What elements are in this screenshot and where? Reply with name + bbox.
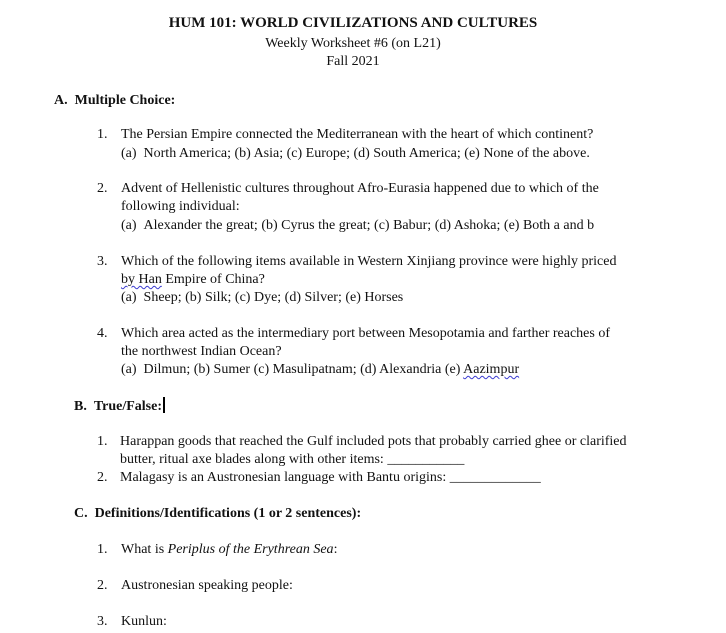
section-b-heading: [74, 397, 165, 416]
a-q4-text-line1: Which area acted as the intermediary port between Mesopotamia and farther reaches of: [121, 326, 610, 341]
course-title: HUM 101: WORLD CIVILIZATIONS AND CULTURES: [168, 15, 538, 31]
a-q2-text-line1: Advent of Hellenistic cultures throughout Afro-Eurasia happened due to which of the: [121, 181, 599, 196]
c-q1-text-post: :: [333, 542, 338, 557]
c-q2-number: 2.: [97, 578, 108, 593]
a-q4-text-line2: the northwest Indian Ocean?: [121, 344, 282, 359]
c-q1-text-pre: What is: [121, 542, 168, 557]
a-q4-number: 4.: [97, 326, 108, 341]
a-q3-text-line2: [121, 271, 265, 289]
b-q2-number: 2.: [97, 470, 108, 485]
section-a-heading: A. Multiple Choice:: [54, 93, 176, 108]
b-q1-number: 1.: [97, 434, 108, 449]
a-q1-options: (a) North America; (b) Asia; (c) Europe; (d) South America; (e) None of the above.: [121, 146, 590, 161]
b-q1-text-line2: butter, ritual axe blades along with other items: ___________: [120, 452, 465, 467]
a-q1-text: The Persian Empire connected the Mediterranean with the heart of which continent?: [121, 127, 594, 142]
spellcheck-marked-text[interactable]: Aazimpur: [463, 362, 520, 377]
text-cursor: [163, 397, 165, 413]
c-q2-text: Austronesian speaking people:: [121, 578, 293, 593]
c-q3-number: 3.: [97, 614, 108, 629]
term-label: Fall 2021: [326, 54, 380, 69]
spellcheck-marked-text[interactable]: by Han: [121, 272, 162, 287]
a-q3-number: 3.: [97, 254, 108, 269]
a-q2-options: (a) Alexander the great; (b) Cyrus the great; (c) Babur; (d) Ashoka; (e) Both a and b: [121, 218, 595, 233]
b-q1-text-line1: Harappan goods that reached the Gulf included pots that probably carried ghee or clarified: [120, 434, 627, 449]
b-q2-text: Malagasy is an Austronesian language with Bantu origins: _____________: [120, 470, 541, 485]
worksheet-subtitle: Weekly Worksheet #6 (on L21): [265, 36, 441, 51]
c-q3-text: Kunlun:: [121, 614, 167, 629]
c-q1-number: 1.: [97, 542, 108, 557]
section-c-heading: C. Definitions/Identifications (1 or 2 sentences):: [74, 506, 362, 521]
a-q4-options: [121, 361, 519, 379]
a-q4-options-text: (a) Dilmun; (b) Sumer (c) Masulipatnam; (d) Alexandria (e): [121, 362, 464, 377]
a-q3-text-line1: Which of the following items available in Western Xinjiang province were highly priced: [121, 254, 617, 269]
a-q3-text-line2-rest: Empire of China?: [161, 272, 265, 287]
c-q1-text-italic: Periplus of the Erythrean Sea: [167, 542, 334, 557]
section-b-heading-text: B. True/False:: [74, 399, 163, 414]
a-q3-options: (a) Sheep; (b) Silk; (c) Dye; (d) Silver; (e) Horses: [121, 290, 404, 305]
a-q2-number: 2.: [97, 181, 108, 196]
a-q1-number: 1.: [97, 127, 108, 142]
c-q1-text: [121, 541, 337, 559]
a-q2-text-line2: following individual:: [121, 199, 240, 214]
